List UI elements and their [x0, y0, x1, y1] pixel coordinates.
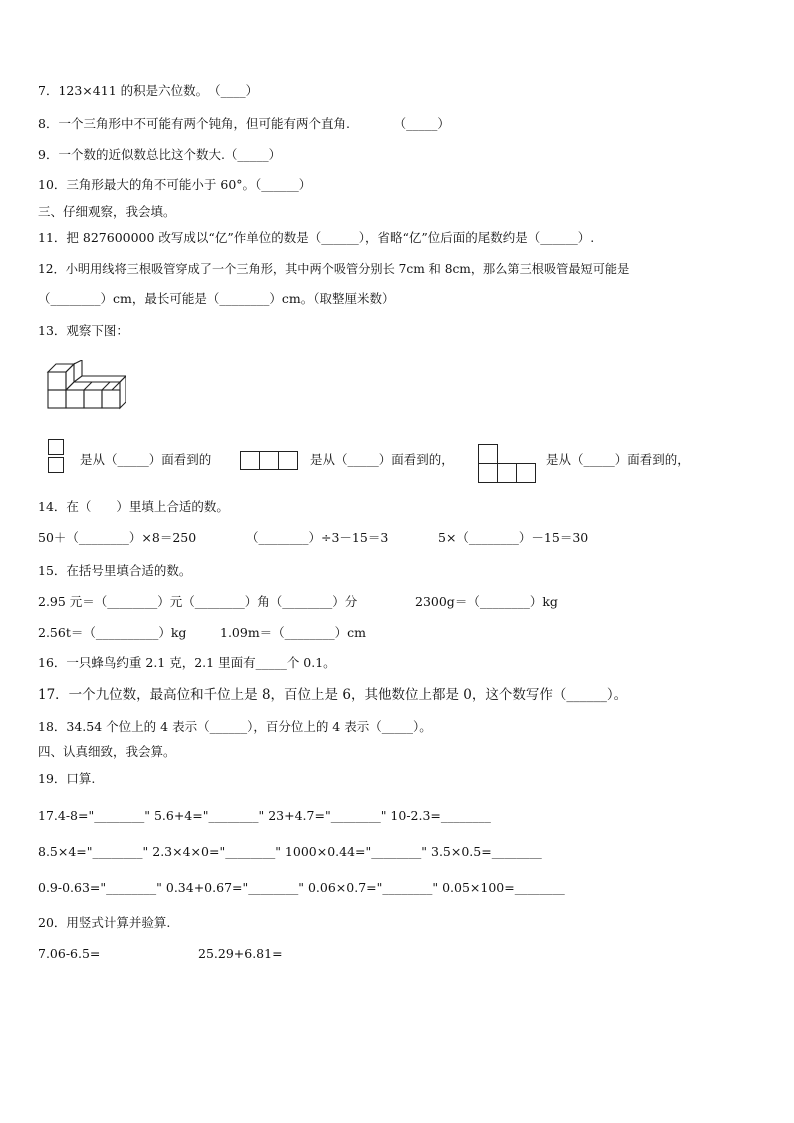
mental-math-row-1: 17.4-8="________" 5.6+4="________" 23+4.7="________" 10-2.3=________: [38, 808, 491, 823]
cube-3d-icon: [46, 360, 126, 410]
question-15-c: 2.56t＝（__________）kg: [38, 625, 187, 640]
view-3-label: 是从（_____）面看到的，: [546, 452, 690, 467]
question-20: 20．用竖式计算并验算.: [38, 915, 171, 930]
view-1-label: 是从（_____）面看到的: [80, 452, 212, 467]
question-19: 19．口算.: [38, 771, 96, 786]
question-15-d: 1.09m＝（________）cm: [220, 625, 367, 640]
question-14-a: 50＋（________）×8＝250: [38, 530, 197, 545]
view-square: [478, 444, 498, 464]
cube-figure: [46, 360, 126, 410]
view-square: [259, 451, 279, 470]
section-4-heading: 四、认真细致，我会算。: [38, 744, 176, 759]
question-16: 16．一只蜂鸟约重 2.1 克，2.1 里面有_____个 0.1。: [38, 655, 336, 670]
question-14-c: 5×（________）－15＝30: [438, 530, 589, 545]
section-3-heading: 三、仔细观察，我会填。: [38, 204, 176, 219]
question-11: 11．把 827600000 改写成以“亿”作单位的数是（______），省略“亿”位后面的尾数约是（______）.: [38, 230, 595, 245]
question-15: 15．在括号里填合适的数。: [38, 563, 192, 578]
view-square: [516, 463, 536, 483]
question-20-a: 7.06-6.5=: [38, 946, 101, 961]
question-8: 8．一个三角形中不可能有两个钝角，但可能有两个直角. （_____）: [38, 116, 450, 131]
question-12-line-1: 12．小明用线将三根吸管穿成了一个三角形，其中两个吸管分别长 7cm 和 8cm，那么第三根吸管最短可能是: [38, 262, 630, 276]
view-2-figure: [240, 451, 300, 471]
question-17: 17．一个九位数，最高位和千位上是 8，百位上是 6，其他数位上都是 0，这个数写作（______）。: [38, 687, 628, 703]
question-7: 7．123×411 的积是六位数。 （____）: [38, 83, 259, 98]
view-square: [278, 451, 298, 470]
question-15-a: 2.95 元＝（________）元（________）角（________）分: [38, 594, 358, 609]
mental-math-row-3: 0.9-0.63="________" 0.34+0.67="________" 0.06×0.7="________" 0.05×100=________: [38, 880, 565, 895]
question-14-b: （________）÷3－15＝3: [246, 530, 389, 545]
question-15-b: 2300g＝（________）kg: [415, 594, 558, 609]
view-square: [478, 463, 498, 483]
mental-math-row-2: 8.5×4="________" 2.3×4×0="________" 1000×0.44="________" 3.5×0.5=________: [38, 844, 542, 859]
question-9: 9．一个数的近似数总比这个数大.（_____）: [38, 147, 282, 162]
question-18: 18．34.54 个位上的 4 表示（______），百分位上的 4 表示（_____）。: [38, 719, 432, 734]
question-10: 10．三角形最大的角不可能小于 60°。（______）: [38, 177, 312, 192]
view-square: [48, 439, 64, 455]
view-square: [497, 463, 517, 483]
view-2-label: 是从（_____）面看到的，: [310, 452, 454, 467]
question-14: 14．在（ ）里填上合适的数。: [38, 499, 229, 514]
question-20-b: 25.29+6.81=: [198, 946, 283, 961]
view-square: [48, 457, 64, 473]
question-12-line-2: （________）cm，最长可能是（________）cm。（取整厘米数）: [38, 291, 395, 306]
view-3-figure: [478, 444, 538, 484]
view-1-figure: [48, 439, 68, 477]
question-13: 13．观察下图：: [38, 323, 129, 338]
view-square: [240, 451, 260, 470]
